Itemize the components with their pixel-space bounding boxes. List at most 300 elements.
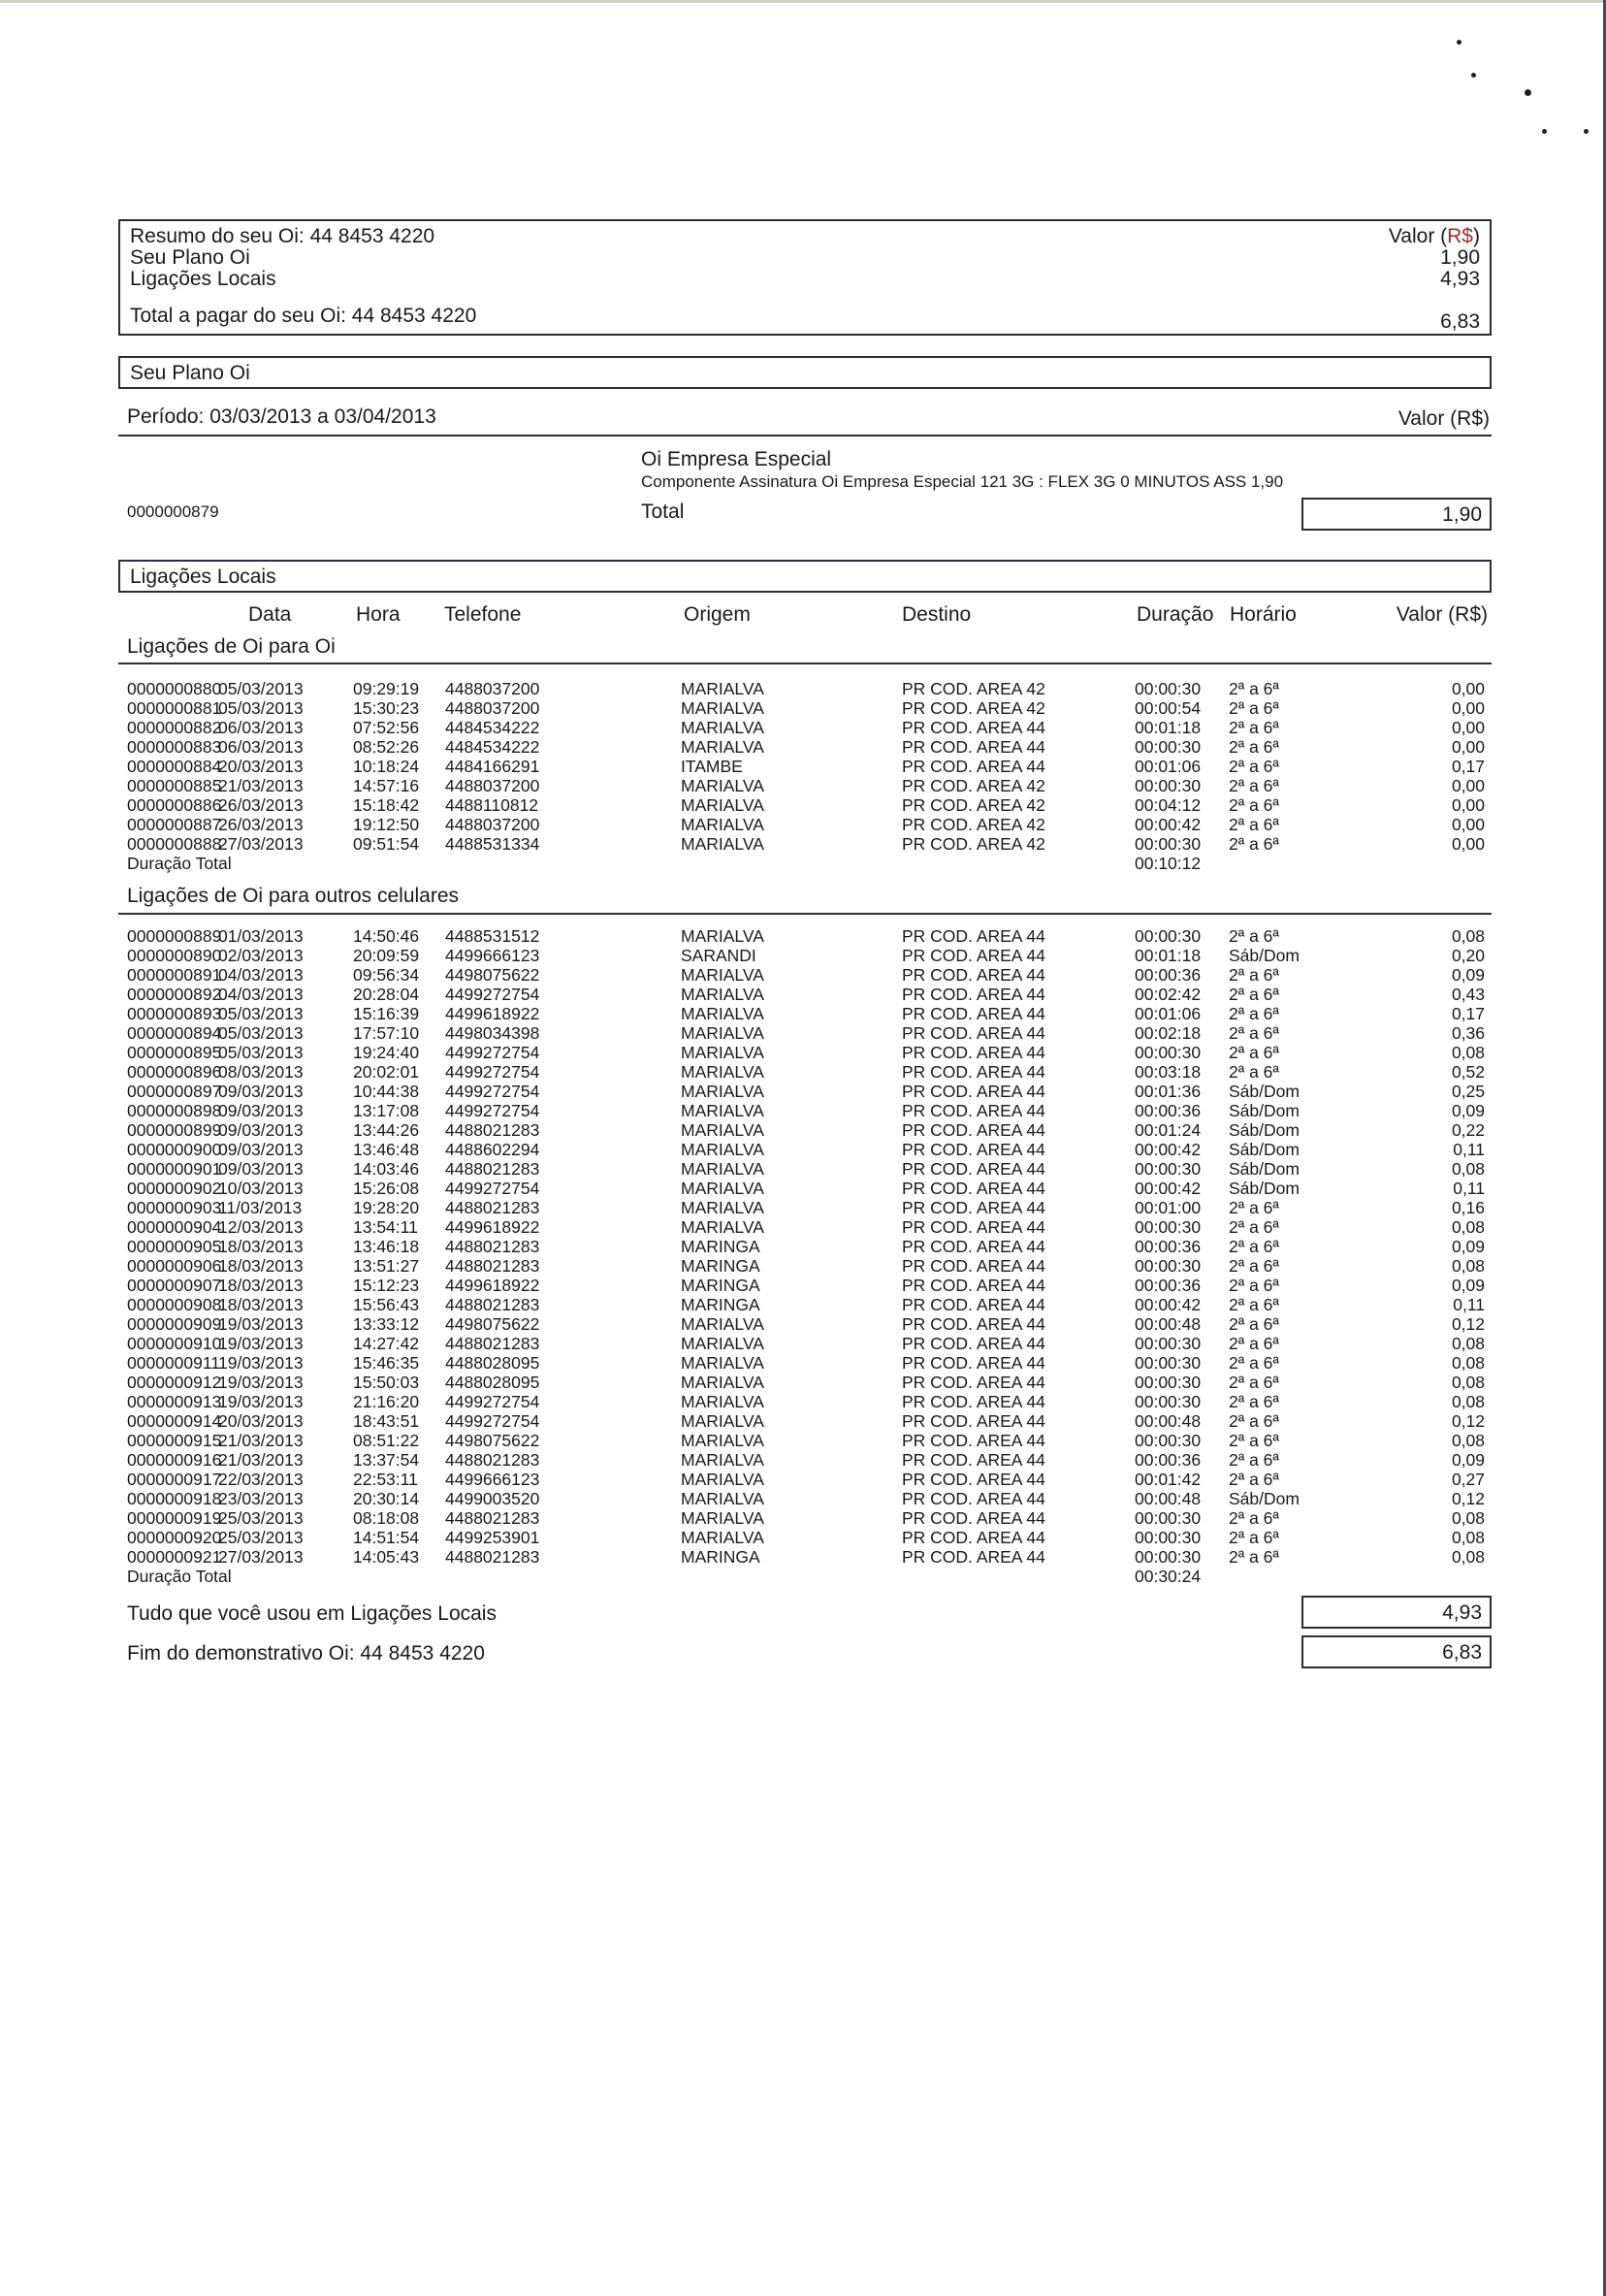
call-id: 0000000907 bbox=[127, 1276, 222, 1295]
call-origin: MARIALVA bbox=[681, 1508, 764, 1528]
call-time: 20:30:14 bbox=[353, 1489, 420, 1508]
call-phone: 4499272754 bbox=[445, 1082, 540, 1101]
table-row bbox=[127, 965, 1485, 985]
call-value: 0,09 bbox=[1451, 1101, 1485, 1120]
call-id: 0000000892 bbox=[127, 985, 222, 1004]
call-phone: 4488037200 bbox=[445, 776, 540, 795]
call-value: 0,11 bbox=[1453, 1179, 1485, 1198]
call-duration: 00:00:30 bbox=[1135, 1431, 1202, 1450]
call-time: 15:46:35 bbox=[353, 1353, 420, 1373]
call-phone: 4498075622 bbox=[445, 1314, 540, 1334]
call-value: 0,00 bbox=[1451, 679, 1485, 698]
call-time: 09:56:34 bbox=[353, 965, 420, 985]
call-value: 0,17 bbox=[1451, 1004, 1485, 1023]
call-origin: MARIALVA bbox=[681, 1198, 764, 1217]
call-period: 2ª a 6ª bbox=[1229, 1392, 1279, 1411]
call-value: 0,00 bbox=[1451, 834, 1485, 854]
call-origin: MARIALVA bbox=[681, 698, 764, 718]
call-value: 0,22 bbox=[1451, 1120, 1485, 1140]
call-date: 18/03/2013 bbox=[218, 1295, 304, 1314]
call-duration: 00:00:36 bbox=[1135, 965, 1202, 985]
call-time: 07:52:56 bbox=[353, 718, 420, 737]
call-duration: 00:01:18 bbox=[1135, 718, 1202, 737]
call-destination: PR COD. AREA 44 bbox=[902, 718, 1045, 737]
call-time: 14:27:42 bbox=[353, 1334, 420, 1353]
call-destination: PR COD. AREA 42 bbox=[902, 776, 1045, 795]
call-phone: 4488602294 bbox=[445, 1140, 540, 1159]
call-date: 21/03/2013 bbox=[218, 776, 304, 795]
table-row bbox=[127, 1411, 1485, 1431]
call-date: 10/03/2013 bbox=[218, 1179, 304, 1198]
call-destination: PR COD. AREA 44 bbox=[902, 1198, 1045, 1217]
call-phone: 4484534222 bbox=[445, 718, 540, 737]
call-duration: 00:00:42 bbox=[1135, 1179, 1202, 1198]
table-row bbox=[127, 1140, 1485, 1159]
call-id: 0000000880 bbox=[127, 679, 222, 698]
divider bbox=[118, 435, 1492, 437]
call-value: 0,08 bbox=[1451, 1217, 1485, 1237]
call-id: 0000000893 bbox=[127, 1004, 222, 1023]
plan-section-header bbox=[118, 356, 1492, 389]
call-id: 0000000906 bbox=[127, 1256, 222, 1276]
call-period: 2ª a 6ª bbox=[1229, 718, 1279, 737]
call-id: 0000000882 bbox=[127, 718, 222, 737]
call-period: 2ª a 6ª bbox=[1229, 1276, 1279, 1295]
col-header-origem: Origem bbox=[684, 603, 751, 626]
call-phone: 4488028095 bbox=[445, 1353, 540, 1373]
call-date: 05/03/2013 bbox=[218, 679, 304, 698]
call-phone: 4498034398 bbox=[445, 1023, 540, 1043]
call-id: 0000000889 bbox=[127, 926, 222, 946]
call-phone: 4488021283 bbox=[445, 1237, 540, 1256]
call-date: 20/03/2013 bbox=[218, 1411, 304, 1431]
table-row bbox=[127, 1179, 1485, 1198]
table-row bbox=[127, 1508, 1485, 1528]
call-origin: MARIALVA bbox=[681, 1023, 764, 1043]
call-date: 18/03/2013 bbox=[218, 1237, 304, 1256]
duration-total-row bbox=[127, 854, 1485, 873]
call-time: 19:24:40 bbox=[353, 1043, 420, 1062]
call-id: 0000000881 bbox=[127, 698, 222, 718]
plan-total-value: 1,90 bbox=[1442, 503, 1482, 526]
call-duration: 00:02:18 bbox=[1135, 1023, 1202, 1043]
col-header-hora: Hora bbox=[356, 603, 401, 626]
scan-speck bbox=[1457, 40, 1461, 45]
call-value: 0,25 bbox=[1451, 1082, 1485, 1101]
call-origin: MARIALVA bbox=[681, 1392, 764, 1411]
call-duration: 00:01:06 bbox=[1135, 1004, 1202, 1023]
table-row bbox=[127, 1431, 1485, 1450]
call-time: 15:30:23 bbox=[353, 698, 420, 718]
table-row bbox=[127, 1392, 1485, 1411]
call-origin: MARIALVA bbox=[681, 1489, 764, 1508]
call-period: Sáb/Dom bbox=[1229, 1140, 1300, 1159]
local-calls-section-header bbox=[118, 560, 1492, 593]
call-origin: ITAMBE bbox=[681, 757, 743, 776]
call-value: 0,08 bbox=[1451, 1392, 1485, 1411]
call-id: 0000000894 bbox=[127, 1023, 222, 1043]
call-phone: 4488021283 bbox=[445, 1256, 540, 1276]
call-value: 0,12 bbox=[1451, 1314, 1485, 1334]
call-destination: PR COD. AREA 44 bbox=[902, 757, 1045, 776]
table-row bbox=[127, 1470, 1485, 1489]
table-row bbox=[127, 985, 1485, 1004]
call-value: 0,08 bbox=[1451, 1528, 1485, 1547]
call-destination: PR COD. AREA 44 bbox=[902, 1470, 1045, 1489]
call-time: 13:46:48 bbox=[353, 1140, 420, 1159]
call-id: 0000000919 bbox=[127, 1508, 222, 1528]
call-id: 0000000891 bbox=[127, 965, 222, 985]
call-date: 05/03/2013 bbox=[218, 698, 304, 718]
table-row bbox=[127, 718, 1485, 737]
call-duration: 00:00:30 bbox=[1135, 926, 1202, 946]
call-id: 0000000913 bbox=[127, 1392, 222, 1411]
call-time: 13:37:54 bbox=[353, 1450, 420, 1470]
call-duration: 00:00:30 bbox=[1135, 1508, 1202, 1528]
call-time: 14:50:46 bbox=[353, 926, 420, 946]
call-time: 14:57:16 bbox=[353, 776, 420, 795]
call-origin: MARIALVA bbox=[681, 1159, 764, 1179]
call-period: 2ª a 6ª bbox=[1229, 926, 1279, 946]
call-period: 2ª a 6ª bbox=[1229, 1431, 1279, 1450]
table-row bbox=[127, 1237, 1485, 1256]
call-value: 0,08 bbox=[1451, 1547, 1485, 1567]
call-phone: 4499272754 bbox=[445, 1411, 540, 1431]
call-phone: 4499272754 bbox=[445, 1062, 540, 1082]
call-value: 0,36 bbox=[1451, 1023, 1485, 1043]
call-value: 0,12 bbox=[1451, 1411, 1485, 1431]
call-time: 10:18:24 bbox=[353, 757, 420, 776]
table-row bbox=[127, 1353, 1485, 1373]
table-row bbox=[127, 1023, 1485, 1043]
summary-item-label: Ligações Locais bbox=[130, 268, 276, 290]
call-date: 08/03/2013 bbox=[218, 1062, 304, 1082]
summary-item-label: Seu Plano Oi bbox=[130, 246, 250, 269]
call-date: 19/03/2013 bbox=[218, 1373, 304, 1392]
plan-valor-header: Valor (R$) bbox=[1397, 407, 1490, 430]
call-destination: PR COD. AREA 44 bbox=[902, 1256, 1045, 1276]
call-id: 0000000920 bbox=[127, 1528, 222, 1547]
call-duration: 00:00:30 bbox=[1135, 1528, 1202, 1547]
call-duration: 00:00:30 bbox=[1135, 1334, 1202, 1353]
call-value: 0,27 bbox=[1451, 1470, 1485, 1489]
call-id: 0000000899 bbox=[127, 1120, 222, 1140]
call-period: 2ª a 6ª bbox=[1229, 1198, 1279, 1217]
call-id: 0000000916 bbox=[127, 1450, 222, 1470]
call-value: 0,08 bbox=[1451, 1431, 1485, 1450]
call-phone: 4488110812 bbox=[445, 795, 539, 815]
call-destination: PR COD. AREA 44 bbox=[902, 985, 1045, 1004]
call-phone: 4488531512 bbox=[445, 926, 540, 946]
call-duration: 00:00:48 bbox=[1135, 1314, 1202, 1334]
call-time: 13:44:26 bbox=[353, 1120, 420, 1140]
call-origin: MARINGA bbox=[681, 1547, 760, 1567]
call-duration: 00:00:30 bbox=[1135, 679, 1202, 698]
call-time: 09:29:19 bbox=[353, 679, 420, 698]
call-id: 0000000888 bbox=[127, 834, 222, 854]
call-period: 2ª a 6ª bbox=[1229, 1062, 1279, 1082]
table-row bbox=[127, 1489, 1485, 1508]
call-value: 0,09 bbox=[1451, 1237, 1485, 1256]
call-date: 25/03/2013 bbox=[218, 1508, 304, 1528]
call-period: 2ª a 6ª bbox=[1229, 679, 1279, 698]
table-row bbox=[127, 1450, 1485, 1470]
call-time: 13:51:27 bbox=[353, 1256, 420, 1276]
call-period: Sáb/Dom bbox=[1229, 1489, 1300, 1508]
end-total-value: 6,83 bbox=[1442, 1641, 1482, 1664]
call-value: 0,08 bbox=[1451, 926, 1485, 946]
call-date: 09/03/2013 bbox=[218, 1082, 304, 1101]
call-date: 21/03/2013 bbox=[218, 1450, 304, 1470]
call-id: 0000000903 bbox=[127, 1198, 222, 1217]
call-phone: 4499272754 bbox=[445, 1392, 540, 1411]
call-value: 0,00 bbox=[1451, 718, 1485, 737]
call-period: 2ª a 6ª bbox=[1229, 1023, 1279, 1043]
call-destination: PR COD. AREA 44 bbox=[902, 965, 1045, 985]
call-phone: 4499272754 bbox=[445, 1179, 540, 1198]
call-period: 2ª a 6ª bbox=[1229, 965, 1279, 985]
call-duration: 00:03:18 bbox=[1135, 1062, 1202, 1082]
call-time: 15:16:39 bbox=[353, 1004, 420, 1023]
call-period: Sáb/Dom bbox=[1229, 1120, 1300, 1140]
call-date: 19/03/2013 bbox=[218, 1314, 304, 1334]
call-destination: PR COD. AREA 44 bbox=[902, 1411, 1045, 1431]
table-row bbox=[127, 1120, 1485, 1140]
table-row bbox=[127, 795, 1485, 815]
duration-total-row bbox=[127, 1567, 1485, 1586]
call-time: 08:18:08 bbox=[353, 1508, 420, 1528]
call-date: 27/03/2013 bbox=[218, 834, 304, 854]
call-date: 02/03/2013 bbox=[218, 946, 304, 965]
col-header-horario: Horário bbox=[1230, 603, 1297, 626]
call-time: 13:33:12 bbox=[353, 1314, 420, 1334]
call-phone: 4488021283 bbox=[445, 1450, 540, 1470]
call-duration: 00:00:30 bbox=[1135, 834, 1202, 854]
call-destination: PR COD. AREA 44 bbox=[902, 1120, 1045, 1140]
table-row bbox=[127, 1276, 1485, 1295]
call-origin: MARIALVA bbox=[681, 718, 764, 737]
call-period: 2ª a 6ª bbox=[1229, 1470, 1279, 1489]
call-destination: PR COD. AREA 44 bbox=[902, 1140, 1045, 1159]
call-phone: 4488028095 bbox=[445, 1373, 540, 1392]
call-id: 0000000898 bbox=[127, 1101, 222, 1120]
call-date: 19/03/2013 bbox=[218, 1353, 304, 1373]
call-date: 05/03/2013 bbox=[218, 1004, 304, 1023]
call-phone: 4499618922 bbox=[445, 1276, 540, 1295]
call-duration: 00:00:30 bbox=[1135, 1043, 1202, 1062]
call-phone: 4488021283 bbox=[445, 1159, 540, 1179]
call-id: 0000000911 bbox=[127, 1353, 221, 1373]
call-destination: PR COD. AREA 44 bbox=[902, 946, 1045, 965]
call-duration: 00:00:42 bbox=[1135, 1140, 1202, 1159]
call-destination: PR COD. AREA 44 bbox=[902, 1353, 1045, 1373]
call-destination: PR COD. AREA 44 bbox=[902, 1489, 1045, 1508]
call-period: 2ª a 6ª bbox=[1229, 985, 1279, 1004]
call-id: 0000000915 bbox=[127, 1431, 222, 1450]
table-row bbox=[127, 1004, 1485, 1023]
call-id: 0000000905 bbox=[127, 1237, 222, 1256]
call-origin: MARIALVA bbox=[681, 679, 764, 698]
call-period: 2ª a 6ª bbox=[1229, 1314, 1279, 1334]
table-row bbox=[127, 737, 1485, 757]
call-date: 12/03/2013 bbox=[218, 1217, 304, 1237]
call-date: 06/03/2013 bbox=[218, 737, 304, 757]
call-origin: MARIALVA bbox=[681, 1179, 764, 1198]
call-id: 0000000917 bbox=[127, 1470, 222, 1489]
call-date: 05/03/2013 bbox=[218, 1023, 304, 1043]
call-origin: MARIALVA bbox=[681, 815, 764, 834]
call-date: 19/03/2013 bbox=[218, 1334, 304, 1353]
call-time: 14:51:54 bbox=[353, 1528, 420, 1547]
call-origin: MARIALVA bbox=[681, 985, 764, 1004]
call-date: 09/03/2013 bbox=[218, 1159, 304, 1179]
call-duration: 00:00:36 bbox=[1135, 1276, 1202, 1295]
call-period: 2ª a 6ª bbox=[1229, 795, 1279, 815]
table-row bbox=[127, 1198, 1485, 1217]
call-destination: PR COD. AREA 44 bbox=[902, 1392, 1045, 1411]
group-title-oi-para-oi: Ligações de Oi para Oi bbox=[127, 635, 336, 658]
call-duration: 00:02:42 bbox=[1135, 985, 1202, 1004]
call-duration: 00:01:00 bbox=[1135, 1198, 1202, 1217]
call-duration: 00:00:30 bbox=[1135, 1159, 1202, 1179]
table-row bbox=[127, 1043, 1485, 1062]
call-value: 0,00 bbox=[1451, 737, 1485, 757]
call-phone: 4488037200 bbox=[445, 679, 540, 698]
plan-name: Oi Empresa Especial bbox=[641, 448, 832, 470]
call-phone: 4488021283 bbox=[445, 1295, 540, 1314]
call-time: 19:12:50 bbox=[353, 815, 420, 834]
call-time: 18:43:51 bbox=[353, 1411, 420, 1431]
call-destination: PR COD. AREA 44 bbox=[902, 1334, 1045, 1353]
call-period: Sáb/Dom bbox=[1229, 1082, 1300, 1101]
call-date: 01/03/2013 bbox=[218, 926, 304, 946]
call-time: 20:02:01 bbox=[353, 1062, 420, 1082]
call-origin: MARINGA bbox=[681, 1276, 760, 1295]
call-duration: 00:00:30 bbox=[1135, 1353, 1202, 1373]
call-destination: PR COD. AREA 42 bbox=[902, 698, 1045, 718]
call-destination: PR COD. AREA 44 bbox=[902, 1431, 1045, 1450]
call-phone: 4499003520 bbox=[445, 1489, 540, 1508]
call-value: 0,08 bbox=[1451, 1508, 1485, 1528]
summary-total-value: 6,83 bbox=[1440, 310, 1480, 333]
call-origin: MARIALVA bbox=[681, 1140, 764, 1159]
call-phone: 4488021283 bbox=[445, 1198, 540, 1217]
call-value: 0,08 bbox=[1451, 1373, 1485, 1392]
call-date: 27/03/2013 bbox=[218, 1547, 304, 1567]
call-value: 0,16 bbox=[1451, 1198, 1485, 1217]
call-time: 19:28:20 bbox=[353, 1198, 420, 1217]
call-time: 15:56:43 bbox=[353, 1295, 420, 1314]
col-header-destino: Destino bbox=[902, 603, 972, 626]
call-origin: MARIALVA bbox=[681, 1043, 764, 1062]
call-value: 0,08 bbox=[1451, 1043, 1485, 1062]
call-date: 26/03/2013 bbox=[218, 815, 304, 834]
call-phone: 4488021283 bbox=[445, 1120, 540, 1140]
call-destination: PR COD. AREA 42 bbox=[902, 815, 1045, 834]
call-value: 0,08 bbox=[1451, 1159, 1485, 1179]
call-duration: 00:00:30 bbox=[1135, 737, 1202, 757]
call-duration: 00:04:12 bbox=[1135, 795, 1202, 815]
call-origin: SARANDI bbox=[681, 946, 756, 965]
summary-item-value: 4,93 bbox=[1440, 268, 1480, 290]
call-phone: 4499666123 bbox=[445, 1470, 540, 1489]
end-total-box bbox=[1301, 1635, 1492, 1668]
call-duration: 00:00:48 bbox=[1135, 1411, 1202, 1431]
call-id: 0000000885 bbox=[127, 776, 222, 795]
call-destination: PR COD. AREA 44 bbox=[902, 1101, 1045, 1120]
call-origin: MARIALVA bbox=[681, 1004, 764, 1023]
call-value: 0,00 bbox=[1451, 698, 1485, 718]
call-date: 11/03/2013 bbox=[218, 1198, 303, 1217]
call-date: 05/03/2013 bbox=[218, 1043, 304, 1062]
group-title-outros-celulares: Ligações de Oi para outros celulares bbox=[127, 885, 460, 907]
call-origin: MARINGA bbox=[681, 1295, 760, 1314]
call-origin: MARIALVA bbox=[681, 1082, 764, 1101]
call-phone: 4498075622 bbox=[445, 965, 540, 985]
call-time: 17:57:10 bbox=[353, 1023, 420, 1043]
call-destination: PR COD. AREA 44 bbox=[902, 1004, 1045, 1023]
call-id: 0000000914 bbox=[127, 1411, 222, 1431]
call-destination: PR COD. AREA 44 bbox=[902, 1508, 1045, 1528]
call-value: 0,08 bbox=[1451, 1353, 1485, 1373]
call-destination: PR COD. AREA 44 bbox=[902, 1043, 1045, 1062]
call-duration: 00:00:30 bbox=[1135, 776, 1202, 795]
calls-table-outros-celulares bbox=[127, 926, 1485, 1586]
call-id: 0000000909 bbox=[127, 1314, 222, 1334]
table-row bbox=[127, 1101, 1485, 1120]
call-origin: MARIALVA bbox=[681, 1120, 764, 1140]
call-duration: 00:00:30 bbox=[1135, 1373, 1202, 1392]
call-id: 0000000896 bbox=[127, 1062, 222, 1082]
call-origin: MARIALVA bbox=[681, 1334, 764, 1353]
call-date: 04/03/2013 bbox=[218, 965, 304, 985]
call-period: 2ª a 6ª bbox=[1229, 698, 1279, 718]
call-period: 2ª a 6ª bbox=[1229, 776, 1279, 795]
usage-label: Tudo que você usou em Ligações Locais bbox=[127, 1602, 497, 1625]
call-destination: PR COD. AREA 44 bbox=[902, 1528, 1045, 1547]
call-period: 2ª a 6ª bbox=[1229, 737, 1279, 757]
call-phone: 4488531334 bbox=[445, 834, 540, 854]
call-duration: 00:00:30 bbox=[1135, 1256, 1202, 1276]
plan-item-id: 0000000879 bbox=[127, 502, 219, 521]
call-destination: PR COD. AREA 44 bbox=[902, 1159, 1045, 1179]
call-id: 0000000902 bbox=[127, 1179, 222, 1198]
table-row bbox=[127, 1256, 1485, 1276]
call-date: 06/03/2013 bbox=[218, 718, 304, 737]
call-id: 0000000883 bbox=[127, 737, 222, 757]
call-value: 0,20 bbox=[1451, 946, 1485, 965]
call-destination: PR COD. AREA 44 bbox=[902, 1179, 1045, 1198]
call-date: 09/03/2013 bbox=[218, 1120, 304, 1140]
table-row bbox=[127, 1217, 1485, 1237]
call-destination: PR COD. AREA 44 bbox=[902, 926, 1045, 946]
plan-period: Período: 03/03/2013 a 03/04/2013 bbox=[127, 405, 436, 428]
call-date: 22/03/2013 bbox=[218, 1470, 304, 1489]
usage-total-value: 4,93 bbox=[1442, 1601, 1482, 1624]
call-phone: 4499253901 bbox=[445, 1528, 540, 1547]
summary-item-value: 1,90 bbox=[1440, 246, 1480, 269]
call-date: 20/03/2013 bbox=[218, 757, 304, 776]
call-period: 2ª a 6ª bbox=[1229, 1528, 1279, 1547]
col-header-duracao: Duração bbox=[1137, 603, 1214, 626]
call-phone: 4488021283 bbox=[445, 1508, 540, 1528]
call-period: 2ª a 6ª bbox=[1229, 1373, 1279, 1392]
call-phone: 4499618922 bbox=[445, 1217, 540, 1237]
call-duration: 00:01:06 bbox=[1135, 757, 1202, 776]
call-origin: MARIALVA bbox=[681, 776, 764, 795]
call-destination: PR COD. AREA 42 bbox=[902, 834, 1045, 854]
call-value: 0,52 bbox=[1451, 1062, 1485, 1082]
